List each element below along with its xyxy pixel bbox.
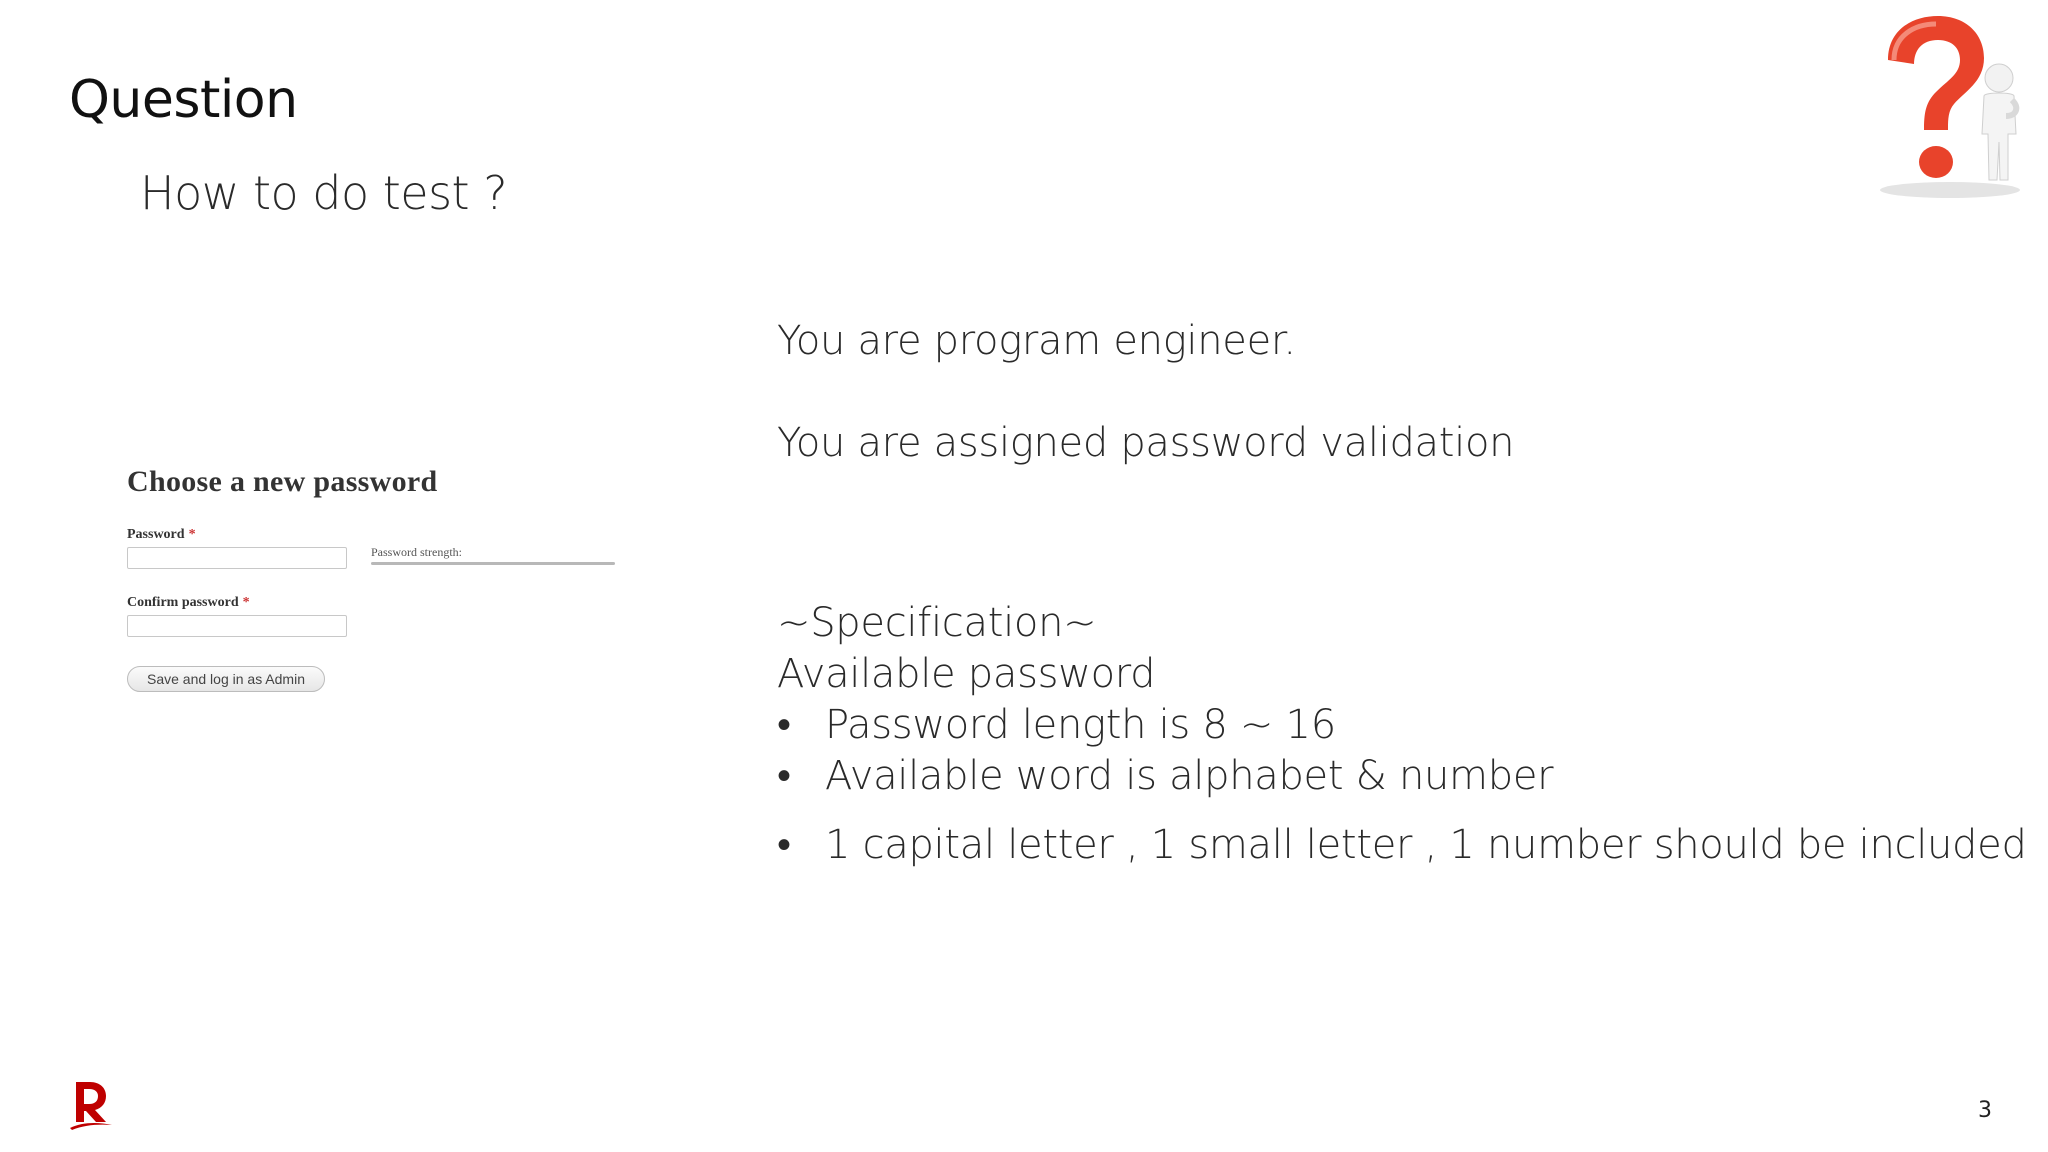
bullet-icon: •	[777, 822, 791, 868]
slide-subtitle: How to do test ?	[140, 166, 508, 220]
required-mark: *	[242, 595, 250, 610]
bullet-text: 1 capital letter , 1 small letter , 1 number should be included	[825, 822, 2027, 868]
bullet-text: Password length is 8 ~ 16	[825, 702, 1336, 748]
confirm-password-label-text: Confirm password	[127, 595, 239, 610]
rakuten-r-logo-icon	[68, 1078, 112, 1130]
required-mark: *	[188, 527, 196, 542]
password-input[interactable]	[127, 547, 347, 569]
password-strength-label: Password strength:	[371, 545, 462, 559]
question-mark-person-icon	[1860, 12, 2030, 202]
password-strength-bar	[371, 562, 615, 565]
form-heading: Choose a new password	[127, 465, 438, 498]
password-label-text: Password	[127, 527, 185, 542]
bullet-icon: •	[777, 753, 791, 799]
spec-intro: Available password	[777, 651, 1156, 697]
bullet-text: Available word is alphabet & number	[825, 753, 1554, 799]
slide-title: Question	[69, 70, 298, 130]
password-form-screenshot	[122, 460, 642, 720]
page-number: 3	[1978, 1098, 1992, 1123]
spec-heading: ~Specification~	[777, 600, 1097, 646]
save-and-login-button[interactable]: Save and log in as Admin	[127, 666, 325, 692]
content-line-1: You are program engineer.	[777, 318, 1296, 364]
confirm-password-input[interactable]	[127, 615, 347, 637]
content-line-2: You are assigned password validation	[777, 420, 1515, 466]
confirm-password-label	[127, 595, 250, 611]
password-label	[127, 527, 196, 543]
bullet-icon: •	[777, 702, 791, 748]
